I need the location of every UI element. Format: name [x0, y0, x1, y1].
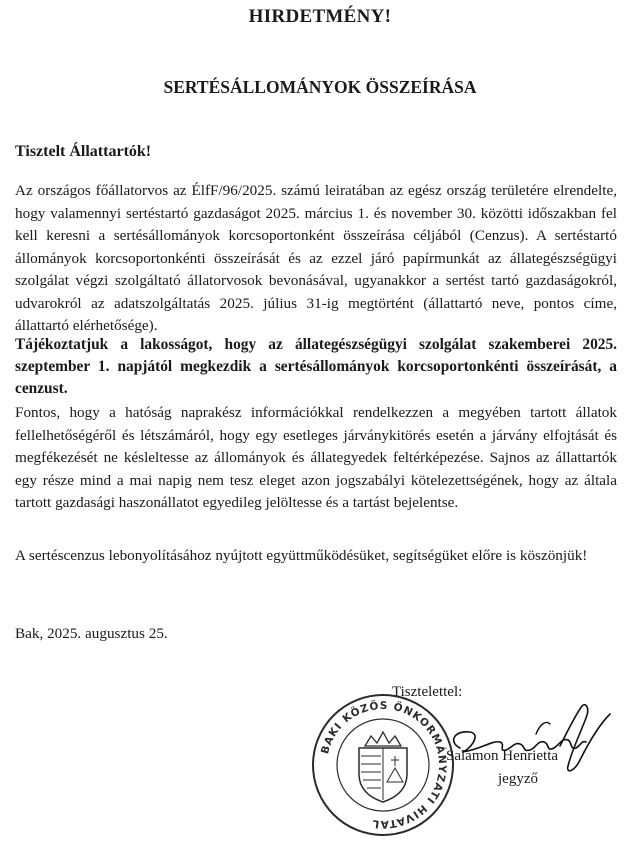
signer-name: Salamon Henrietta — [446, 748, 559, 764]
stamp-text: BAKI KÖZÖS ÖNKORMÁNYZATI HIVATAL — [319, 699, 449, 831]
coat-of-arms-icon — [359, 732, 407, 802]
greeting: Tisztelt Állattartók! — [15, 143, 152, 160]
signer-role: jegyző — [498, 771, 538, 787]
document-title: HIRDETMÉNY! — [248, 6, 392, 27]
paragraph-importance: Fontos, hogy a hatóság naprakész információkkal rendelkezzen a megyében tartott állatok fellelhetőségéről és létszámáról, hogy egy esetleges járványkitörés esetén a járvány elfojtását és megfékezését ne késleltesse az állományok és állategyedek feltérképezése. Sajnos az állattartók egy része mind a mai napig nem tesz eleget azon jogszabályi kötelezettségének, hogy az általa tartott gazdasági haszonállatot egyedileg jelöltesse és a tartást bejelentse. — [15, 404, 617, 511]
handwritten-signature — [440, 690, 620, 780]
paragraph-announcement: Tájékoztatjuk a lakosságot, hogy az állategészségügyi szolgálat szakemberei 2025. szeptember 1. napjától megkezdik a sertésállományok korcsoportonkénti összeírását, a cenzust. — [15, 336, 617, 397]
date-line: Bak, 2025. augusztus 25. — [15, 625, 168, 642]
official-stamp — [308, 690, 458, 840]
closing-phrase: Tisztelettel: — [392, 684, 463, 700]
paragraph-thanks: A sertéscenzus lebonyolításához nyújtott együttműködésüket, segítségüket előre is köszönjük! — [15, 547, 588, 564]
document-subtitle: SERTÉSÁLLOMÁNYOK ÖSSZEÍRÁSA — [163, 77, 477, 97]
paragraph-intro: Az országos főállatorvos az ÉlfF/96/2025. számú leiratában az egész ország területére elrendelte, hogy valamennyi sertéstartó gazdaságot 2025. március 1. és november 30. közötti időszakban fel kell keresni a sertésállományok korcsoportonként összeírása céljából (Cenzus). A sertéstartó állományok korcsoportonkénti összeírását és az ezzel járó papírmunkát az állategészségügyi szolgálat végzi szolgáltató állatorvosok bevonásával, ugyanakkor a sertést tartó gazdaságokról, udvarokról az adatszolgáltatás 2025. július 31-ig megtörtént (állattartó neve, pontos címe, állattartó elérhetősége). — [15, 182, 617, 334]
